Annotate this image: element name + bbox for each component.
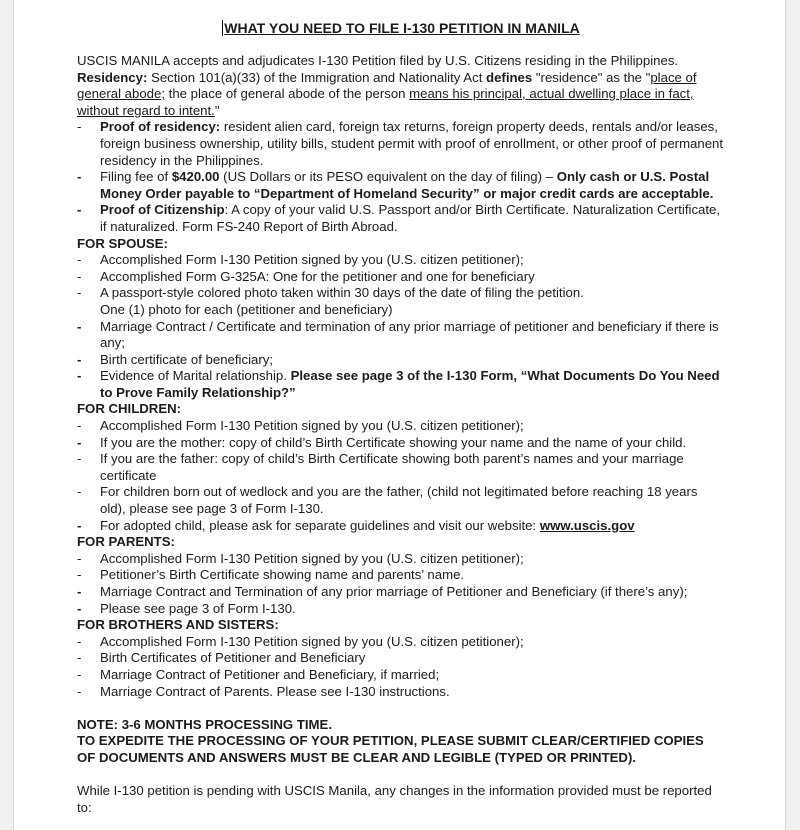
list-item: - Birth certificate of beneficiary; [77, 351, 273, 367]
footer-paragraph: While I-130 petition is pending with USCIS Manila, any changes in the information provided must be reported to: [77, 783, 712, 815]
section-heading-spouse: FOR SPOUSE: [77, 235, 168, 251]
uscis-website-link[interactable]: www.uscis.gov [539, 517, 635, 533]
list-item: - Accomplished Form I-130 Petition signed by you (U.S. citizen petitioner); [77, 418, 524, 434]
intro-paragraph: USCIS MANILA accepts and adjudicates I-130 Petition filed by U.S. Citizens residing in the Philippines. Residency: Section 101(a)(33) of the Immigration and Nationality Act defines "residence" as the "place of general abode; the place of general abode of the person means his principal, actual dwelling place in fact, without regard to intent." [77, 53, 697, 118]
list-item: - Proof of residency: resident alien card, foreign tax returns, foreign property deeds, rentals and/or leases, foreign business ownership, utility bills, student permit with proof of enrollment, or other proof of permanent residency in the Philippines. [77, 119, 724, 168]
residency-label: Residency: [77, 69, 148, 85]
note-expedite: TO EXPEDITE THE PROCESSING OF YOUR PETITION, PLEASE SUBMIT CLEAR/CERTIFIED COPIES OF DOCUMENTS AND ANSWERS MUST BE CLEAR AND LEGIBLE (TYPED OR PRINTED). [77, 733, 704, 765]
list-item: - Marriage Contract of Parents. Please see I-130 instructions. [77, 683, 450, 699]
children-list [77, 418, 725, 534]
list-item: - Birth Certificates of Petitioner and Beneficiary [77, 650, 366, 666]
list-item: - Petitioner’s Birth Certificate showing name and parents’ name. [77, 567, 465, 583]
document-page [13, 0, 786, 830]
list-item: - Evidence of Marital relationship. Please see page 3 of the I-130 Form, “What Documents Do You Need to Prove Family Relationship?” [77, 368, 720, 400]
spacer [77, 700, 725, 717]
list-item: - A passport-style colored photo taken within 30 days of the date of filing the petition. One (1) photo for each (petitioner and beneficiary) [77, 285, 584, 317]
list-item: - Proof of Citizenship: A copy of your valid U.S. Passport and/or Birth Certificate. Naturalization Certificate, if naturalized. Form FS-240 Report of Birth Abroad. [77, 202, 721, 234]
section-heading-parents: FOR PARENTS: [77, 534, 175, 550]
list-item: - For children born out of wedlock and you are the father, (child not legitimated before reaching 18 years old), please see page 3 of Form I-130. [77, 484, 698, 517]
list-item: - Accomplished Form I-130 Petition signed by you (U.S. citizen petitioner); [77, 633, 524, 649]
spouse-list [77, 252, 725, 401]
list-item: - Please see page 3 of Form I-130. [77, 600, 296, 616]
siblings-list [77, 634, 725, 700]
general-requirements-list [77, 119, 725, 235]
list-item: - Filing fee of $420.00 (US Dollars or its PESO equivalent on the day of filing) – Only cash or U.S. Postal Money Order payable to “Department of Homeland Security” or major credit cards are acceptable. [77, 169, 714, 201]
list-item: - Marriage Contract of Petitioner and Beneficiary, if married; [77, 666, 440, 682]
note-processing-time: NOTE: 3-6 MONTHS PROCESSING TIME. [77, 716, 332, 732]
document-content [77, 19, 725, 816]
section-heading-children: FOR CHILDREN: [77, 401, 182, 417]
page-title: WHAT YOU NEED TO FILE I-130 PETITION IN MANILA [224, 20, 580, 36]
list-item: - Marriage Contract and Termination of any prior marriage of Petitioner and Beneficiary (if there’s any); [77, 584, 688, 599]
list-item: - If you are the mother: copy of child’s Birth Certificate showing your name and the name of your child. [77, 434, 687, 450]
list-item: - Accomplished Form G-325A: One for the petitioner and one for beneficiary [77, 268, 535, 284]
section-heading-siblings: FOR BROTHERS AND SISTERS: [77, 617, 279, 633]
list-item: - For adopted child, please ask for separate guidelines and visit our website: www.uscis.gov [77, 517, 635, 533]
list-item: - If you are the father: copy of child’s Birth Certificate showing both parent’s names and your marriage certificate [77, 451, 684, 483]
list-item: - Accomplished Form I-130 Petition signed by you (U.S. citizen petitioner); [77, 252, 524, 268]
parents-list [77, 551, 725, 617]
list-item: - Accomplished Form I-130 Petition signed by you (U.S. citizen petitioner); [77, 550, 524, 566]
spacer [77, 767, 725, 784]
list-item: - Marriage Contract / Certificate and termination of any prior marriage of petitioner and beneficiary if there is any; [77, 318, 719, 351]
